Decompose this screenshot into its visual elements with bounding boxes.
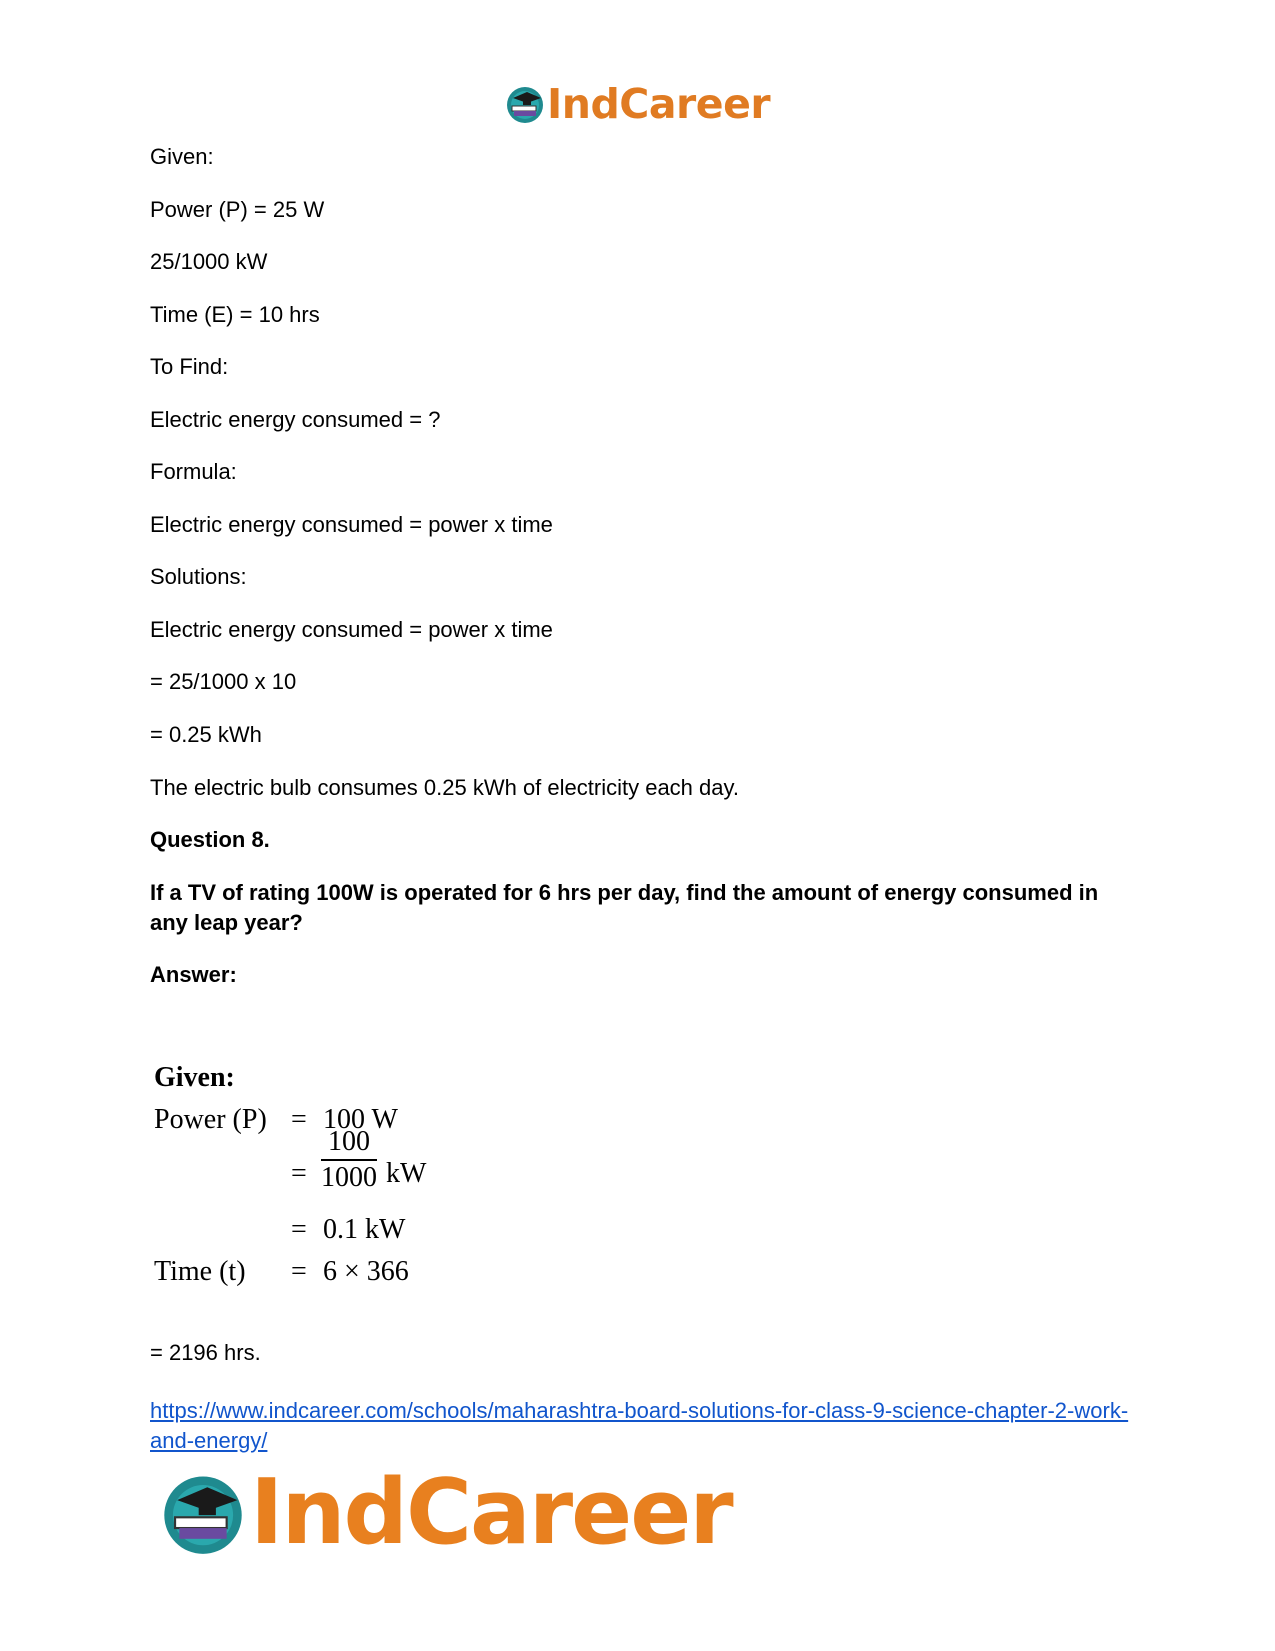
- graduation-cap-book-globe-icon: [505, 84, 545, 124]
- source-link[interactable]: https://www.indcareer.com/schools/maharashtra-board-solutions-for-class-9-science-chapter-2-work-and-energy/: [150, 1398, 1129, 1453]
- math-fraction-denominator: 1000: [321, 1162, 377, 1193]
- solution-step-1: Electric energy consumed = power x time: [150, 617, 553, 642]
- power-kw-line: 25/1000 kW: [150, 249, 268, 274]
- math-power-value: 100 W: [323, 1104, 398, 1135]
- time-line: Time (E) = 10 hrs: [150, 302, 320, 327]
- math-fraction-unit: kW: [386, 1158, 427, 1189]
- math-solution-block: [154, 1062, 474, 1302]
- solution-step-2: = 25/1000 x 10: [150, 669, 297, 694]
- conclusion-line: The electric bulb consumes 0.25 kWh of electricity each day.: [150, 775, 739, 800]
- power-line: Power (P) = 25 W: [150, 197, 325, 222]
- math-equals-3: =: [291, 1214, 307, 1245]
- math-equals-1: =: [291, 1104, 307, 1135]
- math-fraction-numerator: 100: [328, 1126, 370, 1157]
- given-label: Given:: [150, 144, 214, 169]
- math-time-label: Time (t): [154, 1256, 246, 1287]
- math-equals-4: =: [291, 1256, 307, 1287]
- formula-line: Electric energy consumed = power x time: [150, 512, 553, 537]
- question-text: If a TV of rating 100W is operated for 6 hrs per day, find the amount of energy consumed in any leap year?: [150, 880, 1099, 935]
- result-line: = 2196 hrs.: [150, 1340, 261, 1365]
- solution-step-3: = 0.25 kWh: [150, 722, 262, 747]
- math-given-label: Given:: [154, 1062, 235, 1093]
- question-title: Question 8.: [150, 827, 270, 852]
- math-equals-2: =: [291, 1158, 307, 1189]
- solutions-label: Solutions:: [150, 564, 247, 589]
- math-power-label: Power (P): [154, 1104, 267, 1135]
- header-logo: [505, 80, 770, 128]
- math-power-kw: 0.1 kW: [323, 1214, 406, 1245]
- header-logo-text: IndCareer: [547, 79, 771, 128]
- footer-logo: [160, 1460, 732, 1565]
- math-time-value: 6 × 366: [323, 1256, 409, 1287]
- formula-label: Formula:: [150, 459, 237, 484]
- to-find-label: To Find:: [150, 354, 229, 379]
- footer-logo-text: IndCareer: [250, 1460, 732, 1565]
- math-fraction: [321, 1126, 377, 1194]
- graduation-cap-book-globe-icon: [160, 1470, 246, 1556]
- to-find-line: Electric energy consumed = ?: [150, 407, 441, 432]
- math-fraction-bar: [321, 1159, 377, 1161]
- answer-label: Answer:: [150, 962, 237, 987]
